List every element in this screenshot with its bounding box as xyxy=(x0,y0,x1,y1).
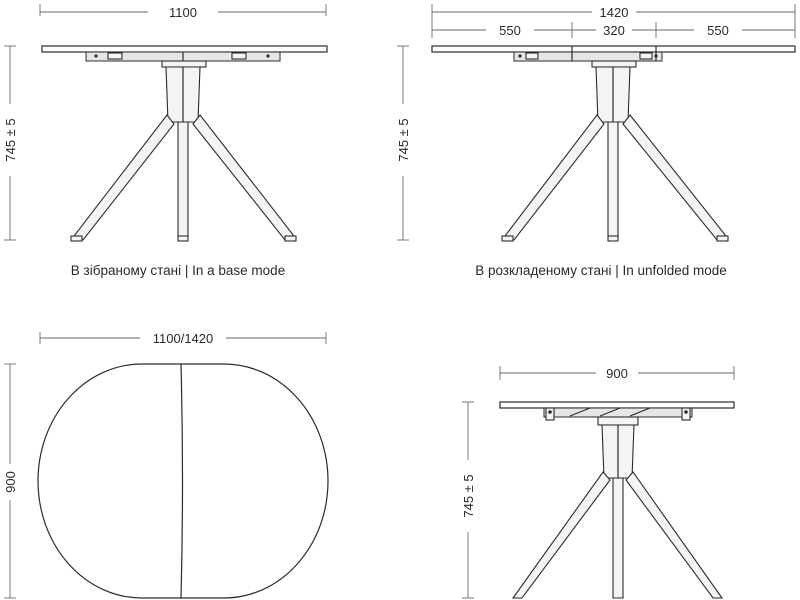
segment-label-right: 550 xyxy=(707,23,729,38)
column-unfolded xyxy=(592,61,636,122)
legs-base xyxy=(71,115,296,241)
front-view-base-mode xyxy=(3,4,327,278)
width-dimension-plan xyxy=(40,331,326,346)
tabletop-unfolded xyxy=(432,46,795,52)
front-view-unfolded-mode xyxy=(396,4,795,278)
width-dimension-side xyxy=(500,366,734,381)
height-dimension-base xyxy=(3,46,18,240)
segment-dimensions xyxy=(432,22,795,38)
legs-unfolded xyxy=(502,115,728,241)
segment-label-middle: 320 xyxy=(603,23,625,38)
tabletop-base xyxy=(42,46,327,52)
tabletop-split-line xyxy=(181,364,183,598)
width-label-base: 1100 xyxy=(169,5,197,20)
height-label-side: 745 ± 5 xyxy=(461,474,476,518)
extension-rail-unfolded xyxy=(514,52,662,61)
column-base xyxy=(162,61,206,122)
plan-view xyxy=(3,331,328,598)
caption-unfolded-mode: В розкладеному стані | In unfolded mode xyxy=(475,263,727,278)
height-dimension-unfolded xyxy=(396,46,411,240)
width-dimension-base xyxy=(40,4,326,20)
legs-side xyxy=(513,472,722,598)
height-label-unfolded: 745 ± 5 xyxy=(396,118,411,162)
side-view xyxy=(461,366,734,598)
width-label-unfolded: 1420 xyxy=(599,5,629,20)
width-label-side: 900 xyxy=(606,366,628,381)
height-dimension-side xyxy=(461,402,476,598)
column-side xyxy=(598,417,638,478)
width-label-plan: 1100/1420 xyxy=(152,331,214,346)
segment-label-left: 550 xyxy=(499,23,521,38)
caption-base-mode: В зібраному стані | In a base mode xyxy=(70,263,286,278)
tabletop-side xyxy=(500,402,734,408)
height-label-base: 745 ± 5 xyxy=(3,118,18,162)
extension-rail-base xyxy=(86,52,280,61)
depth-dimension-plan xyxy=(3,364,18,598)
depth-label-plan: 900 xyxy=(3,471,18,493)
